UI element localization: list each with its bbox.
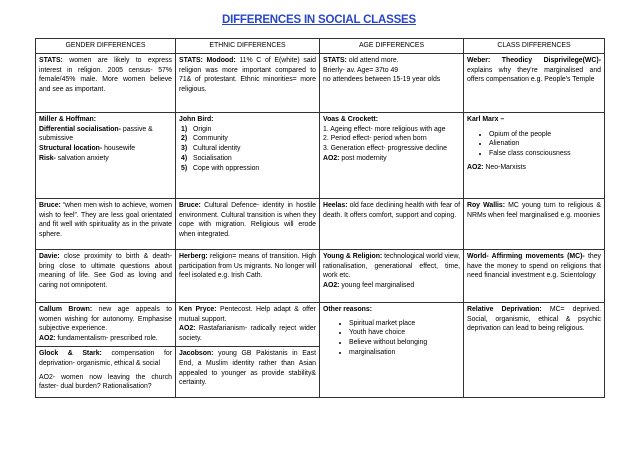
bullet-list [323, 319, 460, 358]
header-class: CLASS DIFFERENCES [464, 39, 605, 54]
cell-heading: Ken Pryce: [179, 305, 217, 313]
cell-text: 11% C of E(white) said religion was more important compared to 71& of protestant. Ethnic minorities= more religious. [179, 56, 316, 94]
cell-heading: John Bird: [179, 115, 214, 123]
cell-text: Rastafarianism- radically reject wider society. [179, 325, 316, 343]
list-item [179, 134, 316, 144]
list-text: Cultural identity [193, 145, 241, 153]
cell-class-wallis [464, 198, 605, 249]
cell-ethnic-bird [176, 112, 320, 198]
cell-text: fundamentalism- prescribed role. [55, 335, 158, 343]
cell-gender-glock [36, 346, 176, 397]
table-row [36, 53, 605, 112]
cell-text: Neo-Marxists [483, 163, 526, 171]
cell-heading: Young & Religion: [323, 252, 383, 260]
cell-heading: Miller & Hoffman: [39, 115, 97, 123]
cell-heading: Jacobson: [179, 349, 214, 357]
cell-text: they have the money to spend on religions that need financial investment e.g. Scientology [467, 252, 601, 280]
list-item: • Youth have choice [349, 328, 460, 338]
list-item [179, 125, 316, 135]
cell-ethnic-bruce [176, 198, 320, 249]
list-item: • Opium of the people [489, 130, 601, 140]
cell-heading: STATS: Modood: [179, 56, 236, 64]
list-text: Cope with oppression [193, 164, 260, 172]
cell-text: religion= means of transition. High participation from Us migrants. No longer will feel isolated e.g. Irish Cath. [179, 252, 316, 280]
cell-class-weber [464, 53, 605, 112]
cell-heading: AO2: [323, 154, 340, 162]
cell-text: 2. Period effect- period when born [323, 135, 427, 143]
header-row [36, 39, 605, 54]
cell-ethnic-pryce [176, 302, 320, 346]
list-text: Socialisation [193, 154, 232, 162]
cell-text: old face declining health with fear of death. It offers comfort, support and coping. [323, 201, 460, 219]
numbered-list [179, 125, 316, 174]
cell-heading: STATS: [39, 56, 63, 64]
list-item: • Alienation [489, 139, 601, 149]
cell-ethnic-stats [176, 53, 320, 112]
cell-age-stats [320, 53, 464, 112]
cell-age-heelas [320, 198, 464, 249]
cell-heading: Voas & Crockett: [323, 115, 379, 123]
cell-class-marx [464, 112, 605, 198]
list-number: 2) [181, 135, 188, 143]
cell-text: salvation anxiety [55, 154, 109, 162]
cell-heading: Karl Marx – [467, 115, 505, 123]
cell-heading: Risk- [39, 154, 56, 162]
cell-class-relative-deprivation [464, 302, 605, 397]
cell-heading: Bruce: [179, 201, 201, 209]
cell-heading: Glock & Stark: [39, 349, 102, 357]
cell-text: women are likely to express interest in religion. 2005 census- 57% female/45% male. More women believe and see as important. [39, 56, 172, 94]
header-gender: GENDER DIFFERENCES [36, 39, 176, 54]
cell-heading: Relative Deprivation: [467, 305, 542, 313]
cell-text: old attend more. [346, 56, 399, 64]
cell-heading: Bruce: [39, 201, 61, 209]
list-number: 5) [181, 164, 188, 172]
cell-text: young GB Pakistanis in East End, a Muslim identity rather than Asian appealed to younger as provide stability& certainty. [179, 349, 316, 387]
cell-gender-miller [36, 112, 176, 198]
cell-heading: Differential socialisation- [39, 125, 121, 133]
cell-text: “when men wish to achieve, women wish to feel”. They are less goal orientated and fit well with spirituality as in the private sphere. [39, 201, 172, 239]
cell-heading: World- Affirming movements (MC)- [467, 252, 585, 260]
cell-text: Cultural Defence- identity in hostile environment. Cultural transition is when they cope with migration. Religious will erode when integrated. [179, 201, 316, 239]
cell-heading: Heelas: [323, 201, 348, 209]
table-row [36, 112, 605, 198]
list-item: • False class consciousness [489, 149, 601, 159]
cell-heading: AO2: [179, 325, 196, 333]
list-number: 4) [181, 154, 188, 162]
cell-heading: Structural location- [39, 145, 103, 153]
cell-text: MC= deprived. Social, organismic, ethical & psychic deprivation can lead to being religious. [467, 305, 602, 333]
cell-heading: Weber: Theodicy Disprivilege(WC)- [467, 56, 601, 64]
differences-table [35, 38, 605, 398]
cell-text: Pentecost. Help adapt & offer mutual support. [179, 305, 316, 323]
list-number: 3) [181, 145, 188, 153]
cell-heading: Roy Wallis: [467, 201, 506, 209]
cell-ethnic-jacobson [176, 346, 320, 397]
list-text: Community [193, 135, 228, 143]
cell-heading: Davie: [39, 252, 60, 260]
cell-text: passive & submissive [39, 125, 153, 143]
cell-age-voas [320, 112, 464, 198]
cell-gender-davie [36, 249, 176, 302]
cell-text: 3. Generation effect- progressive decline [323, 145, 447, 153]
cell-text: Brierly- av. Age= 37to 49 [323, 66, 399, 74]
cell-gender-brown [36, 302, 176, 346]
cell-heading: AO2: [323, 282, 340, 290]
cell-gender-stats [36, 53, 176, 112]
cell-text: post modernity [339, 154, 387, 162]
list-item: • Spiritual market place [349, 319, 460, 329]
header-ethnic: ETHNIC DIFFERENCES [176, 39, 320, 54]
document-title: DIFFERENCES IN SOCIAL CLASSES [222, 14, 416, 26]
table-row [36, 249, 605, 302]
list-item: • marginalisation [349, 348, 460, 358]
cell-text: technological world view, rationalisation, generational effect, time, work etc. [323, 252, 460, 280]
cell-age-young [320, 249, 464, 302]
list-item [179, 154, 316, 164]
cell-text: compensation for deprivation- organismic, ethical & social [39, 349, 172, 367]
cell-heading: AO2: [467, 163, 484, 171]
cell-heading: AO2: [39, 335, 56, 343]
cell-text: new age appeals to women wishing for autonomy. Emphasise subjective experience. [39, 305, 172, 333]
list-item [179, 144, 316, 154]
cell-text: no attendees between 15-19 year olds [323, 76, 441, 84]
cell-class-world-affirming [464, 249, 605, 302]
cell-text: MC young turn to religious & NRMs when feel marginalised e.g. moonies [467, 201, 601, 219]
cell-text: young feel marginalised [339, 282, 415, 290]
cell-text: close proximity to birth & death- bring close to ultimate questions about meaning of life. See God as loving and caring not omnipotent. [39, 252, 172, 290]
cell-heading: STATS: [323, 56, 347, 64]
cell-ethnic-herberg [176, 249, 320, 302]
cell-heading: Callum Brown: [39, 305, 93, 313]
cell-heading: Herberg: [179, 252, 208, 260]
cell-gender-bruce [36, 198, 176, 249]
list-item [179, 164, 316, 174]
header-age: AGE DIFFERENCES [320, 39, 464, 54]
cell-text: explains why they're marginalised and offers compensation e.g. People's Temple [467, 66, 601, 84]
cell-text: AO2- women now leaving the church faster- dual burden? Rationalisation? [39, 373, 172, 391]
cell-text: 1. Ageing effect- more religious with age [323, 125, 446, 133]
list-number: 1) [181, 125, 188, 133]
table-row [36, 198, 605, 249]
list-text: Origin [193, 125, 212, 133]
list-item: • Believe without belonging [349, 338, 460, 348]
bullet-list [467, 130, 601, 159]
cell-heading: Other reasons: [323, 305, 373, 313]
table-row [36, 302, 605, 346]
cell-text: housewife [102, 145, 136, 153]
cell-age-other [320, 302, 464, 397]
